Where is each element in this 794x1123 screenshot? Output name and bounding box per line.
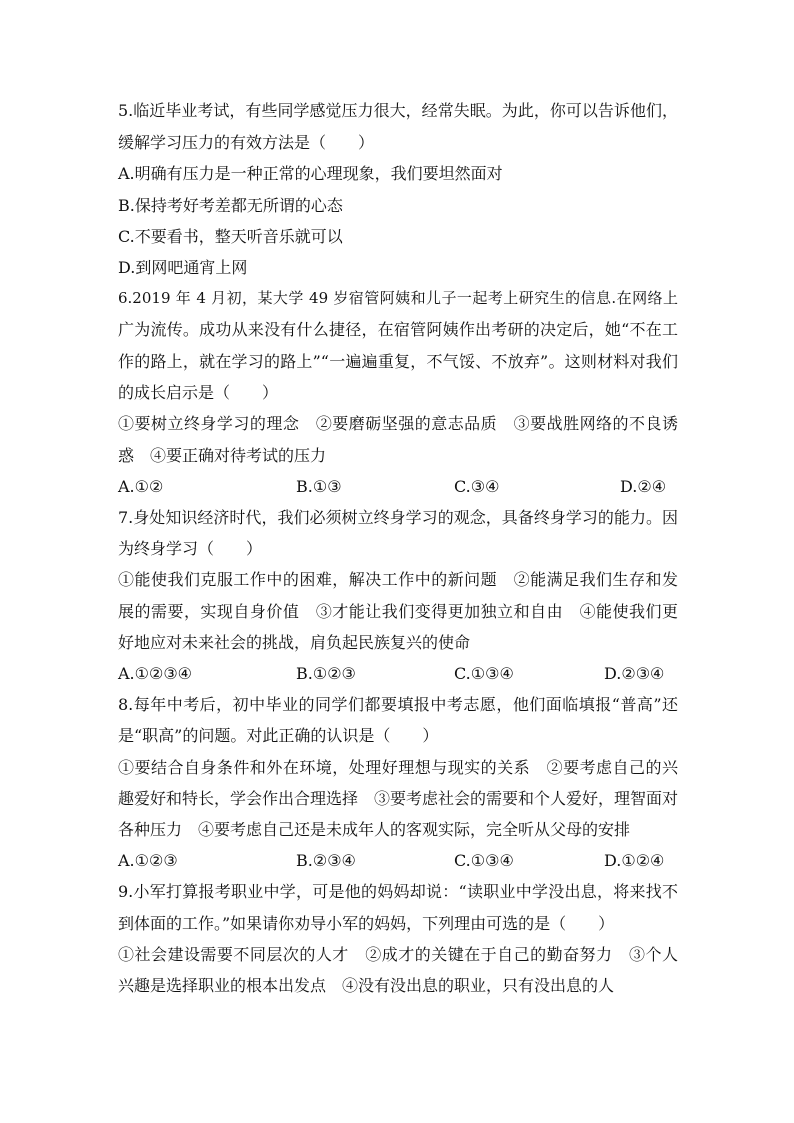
q9-statements-line-1: ①社会建设需要不同层次的人才 ②成才的关键在于自己的勤奋努力 ③个人 — [118, 945, 678, 964]
q8-option-d: D.①②④ — [604, 851, 665, 870]
q6-statements-line-1: ①要树立终身学习的理念 ②要磨砺坚强的意志品质 ③要战胜网络的不良诱 — [118, 414, 678, 433]
q6-option-a: A.①② — [118, 477, 164, 496]
q6-stem-line-4: 的成长启示是（ ） — [118, 383, 279, 402]
q7-statements-line-1: ①能使我们克服工作中的困难，解决工作中的新问题 ②能满足我们生存和发 — [118, 570, 678, 589]
q7-stem-line-2: 为终身学习（ ） — [118, 539, 263, 558]
q8-options — [118, 845, 678, 876]
q7-statements-line-2: 展的需要，实现自身价值 ③才能让我们变得更加独立和自由 ④能使我们更 — [118, 602, 678, 621]
q5-option-d: D.到网吧通宵上网 — [118, 258, 248, 277]
q9-stem-line-2: 到体面的工作。”如果请你劝导小军的妈妈，下列理由可选的是（ ） — [118, 914, 615, 933]
q5-option-b: B.保持考好考差都无所谓的心态 — [118, 196, 343, 215]
q8-option-a: A.①②③ — [118, 851, 178, 870]
q5-stem-line-2: 缓解学习压力的有效方法是（ ） — [118, 133, 375, 152]
q7-option-c: C.①③④ — [454, 664, 514, 683]
q5-option-a: A.明确有压力是一种正常的心理现象，我们要坦然面对 — [118, 164, 503, 183]
q6-option-c: C.③④ — [454, 477, 500, 496]
q8-stem-line-2: 是“职高”的问题。对此正确的认识是（ ） — [118, 726, 439, 745]
q8-statements-line-2: 趣爱好和特长，学会作出合理选择 ③要考虑社会的需要和个人爱好，理智面对 — [118, 789, 679, 808]
q8-option-b: B.②③④ — [296, 851, 356, 870]
q8-stem-line-1: 8.每年中考后，初中毕业的同学们都要填报中考志愿，他们面临填报“普高”还 — [118, 695, 678, 714]
q8-option-c: C.①③④ — [454, 851, 514, 870]
q6-options — [118, 471, 678, 502]
q8-statements-line-3: 各种压力 ④要考虑自己还是未成年人的客观实际，完全听从父母的安排 — [118, 820, 631, 839]
q5-option-c: C.不要看书，整天听音乐就可以 — [118, 227, 343, 246]
q7-statements-line-3: 好地应对未来社会的挑战，肩负起民族复兴的使命 — [118, 633, 471, 652]
q6-option-d: D.②④ — [620, 477, 667, 496]
q7-option-b: B.①②③ — [296, 664, 356, 683]
q6-stem-line-1: 6.2019 年 4 月初，某大学 49 岁宿管阿姨和儿子一起考上研究生的信息.在网络上 — [118, 289, 678, 307]
q7-stem-line-1: 7.身处知识经济时代，我们必须树立终身学习的观念，具备终身学习的能力。因 — [118, 508, 678, 527]
q6-option-b: B.①③ — [296, 477, 342, 496]
q6-statements-line-2: 惑 ④要正确对待考试的压力 — [118, 446, 327, 465]
q9-stem-line-1: 9.小军打算报考职业中学，可是他的妈妈却说：“读职业中学没出息，将来找不 — [118, 882, 678, 901]
q7-options — [118, 658, 678, 689]
q9-statements-line-2: 兴趣是选择职业的根本出发点 ④没有没出息的职业，只有没出息的人 — [118, 976, 615, 995]
q7-option-a: A.①②③④ — [118, 664, 193, 683]
q6-stem-line-3: 作的路上，就在学习的路上”“一遍遍重复，不气馁、不放弃”。这则材料对我们 — [118, 352, 678, 371]
q7-option-d: D.②③④ — [604, 664, 665, 683]
q5-stem-line-1: 5.临近毕业考试，有些同学感觉压力很大，经常失眠。为此，你可以告诉他们， — [118, 101, 678, 120]
q6-stem-line-2: 广为流传。成功从来没有什么捷径，在宿管阿姨作出考研的决定后，她“不在工 — [118, 320, 678, 339]
q8-statements-line-1: ①要结合自身条件和外在环境，处理好理想与现实的关系 ②要考虑自己的兴 — [118, 758, 678, 777]
